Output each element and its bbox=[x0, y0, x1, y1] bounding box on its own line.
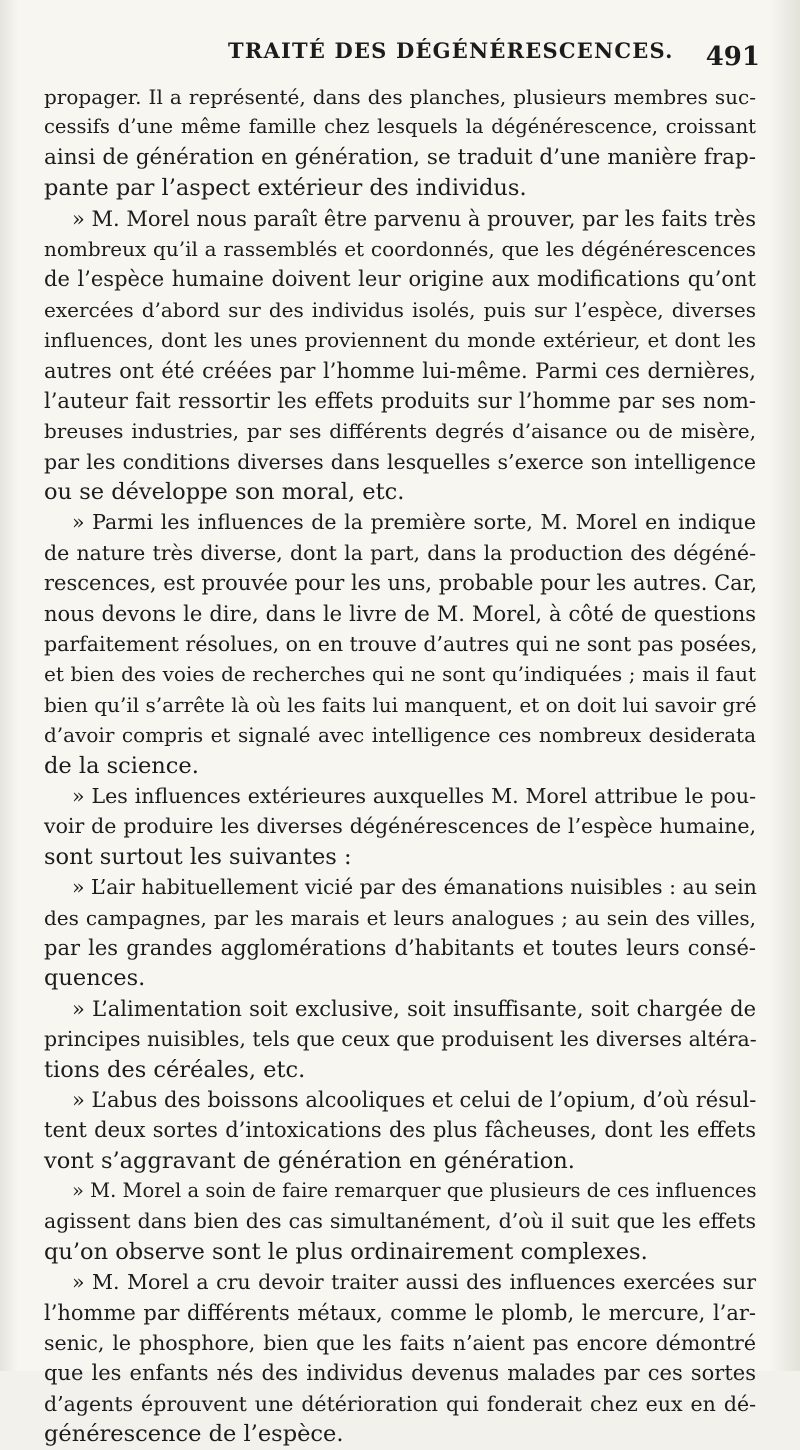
text-line: par les conditions diverses dans lesquelles s’exerce son intelligence bbox=[44, 449, 756, 474]
text-line: » M. Morel a cru devoir traiter aussi des influences exercées sur bbox=[72, 1270, 756, 1295]
text-line: principes nuisibles, tels que ceux que produisent les diverses altéra- bbox=[44, 1027, 757, 1052]
text-line: autres ont été créées par l’homme lui-même. Parmi ces dernières, bbox=[44, 358, 756, 383]
text-line: d’agents éprouvent une détérioration qui fonderait chez eux en dé- bbox=[44, 1391, 756, 1416]
text-line: » M. Morel nous paraît être parvenu à prouver, par les faits très bbox=[72, 206, 756, 231]
text-line: vont s’aggravant de génération en génération. bbox=[44, 1147, 575, 1174]
body-text bbox=[44, 82, 756, 1450]
text-line: cessifs d’une même famille chez lesquels la dégénérescence, croissant bbox=[44, 115, 756, 139]
text-line: senic, le phosphore, bien que les faits n’aient pas encore démontré bbox=[44, 1331, 756, 1356]
text-line: rescences, est prouvée pour les uns, probable pour les autres. Car, bbox=[44, 571, 758, 596]
text-line: tions des céréales, etc. bbox=[44, 1056, 306, 1083]
text-line: tent deux sortes d’intoxications des plus fâcheuses, dont les effets bbox=[44, 1118, 756, 1143]
text-line: pante par l’aspect extérieur des individus. bbox=[44, 175, 527, 202]
text-line: » L’abus des boissons alcooliques et celui de l’opium, d’où résul- bbox=[72, 1087, 757, 1112]
text-line: que les enfants nés des individus devenus malades par ces sortes bbox=[44, 1361, 756, 1386]
text-line: ou se développe son moral, etc. bbox=[44, 479, 405, 506]
text-line: générescence de l’espèce. bbox=[44, 1421, 344, 1448]
text-line: » Les influences extérieures auxquelles M. Morel attribue le pou- bbox=[72, 783, 756, 808]
running-title: TRAITÉ DES DÉGÉNÉRESCENCES. bbox=[228, 38, 674, 63]
text-line: sont surtout les suivantes : bbox=[44, 843, 352, 870]
text-line: propager. Il a représenté, dans des planches, plusieurs membres suc- bbox=[44, 85, 756, 109]
text-line: quences. bbox=[44, 965, 146, 992]
text-line: breuses industries, par ses différents degrés d’aisance ou de misère, bbox=[44, 419, 756, 444]
text-line: qu’on observe sont le plus ordinairement complexes. bbox=[44, 1238, 648, 1265]
text-line: l’homme par différents métaux, comme le plomb, le mercure, l’ar- bbox=[44, 1300, 756, 1325]
text-line: de l’espèce humaine doivent leur origine aux modifications qu’ont bbox=[44, 267, 756, 292]
text-line: nombreux qu’il a rassemblés et coordonnés, que les dégénérescences bbox=[44, 236, 756, 261]
text-line: voir de produire les diverses dégénérescences de l’espèce humaine, bbox=[44, 814, 756, 839]
text-line: exercées d’abord sur des individus isolés, puis sur l’espèce, diverses bbox=[44, 297, 756, 322]
text-line: » M. Morel a soin de faire remarquer que plusieurs de ces influences bbox=[72, 1179, 757, 1203]
text-line: par les grandes agglomérations d’habitants et toutes leurs consé- bbox=[44, 935, 756, 960]
text-line: et bien des voies de recherches qui ne sont qu’indiquées ; mais il faut bbox=[44, 662, 756, 687]
text-line: » L’air habituellement vicié par des émanations nuisibles : au sein bbox=[72, 875, 757, 900]
text-line: des campagnes, par les marais et leurs analogues ; au sein des villes, bbox=[44, 905, 756, 930]
page-number: 491 bbox=[705, 42, 760, 72]
text-line: de la science. bbox=[44, 752, 199, 779]
page-header bbox=[0, 38, 800, 78]
text-line: parfaitement résolues, on en trouve d’autres qui ne sont pas posées, bbox=[44, 632, 758, 657]
text-line: ainsi de génération en génération, se traduit d’une manière frap- bbox=[44, 144, 756, 170]
text-line: bien qu’il s’arrête là où les faits lui manquent, et on doit lui savoir gré bbox=[44, 692, 757, 717]
text-line: influences, dont les unes proviennent du monde extérieur, et dont les bbox=[44, 328, 756, 353]
text-line: agissent dans bien des cas simultanément, d’où il suit que les effets bbox=[44, 1209, 756, 1234]
text-line: nous devons le dire, dans le livre de M. Morel, à côté de questions bbox=[44, 601, 756, 626]
text-line: » L’alimentation soit exclusive, soit insuffisante, soit chargée de bbox=[72, 996, 756, 1021]
text-line: de nature très diverse, dont la part, dans la production des dégéné- bbox=[44, 540, 756, 565]
text-line: » Parmi les influences de la première sorte, M. Morel en indique bbox=[72, 510, 756, 535]
text-line: l’auteur fait ressortir les effets produits sur l’homme par ses nom- bbox=[44, 388, 756, 413]
text-line: d’avoir compris et signalé avec intelligence ces nombreux desiderata bbox=[44, 723, 756, 748]
